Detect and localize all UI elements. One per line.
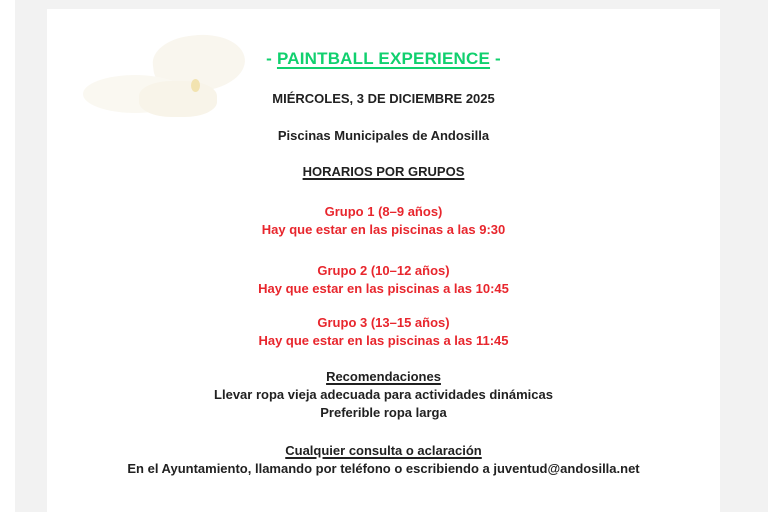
event-date: MIÉRCOLES, 3 DE DICIEMBRE 2025 xyxy=(272,91,495,106)
page-title xyxy=(47,48,720,69)
contact-heading: Cualquier consulta o aclaración xyxy=(285,443,482,458)
contact-line: En el Ayuntamiento, llamando por teléfono o escribiendo a juventud@andosilla.net xyxy=(127,461,640,476)
group-schedule xyxy=(47,262,720,298)
group-instruction: Hay que estar en las piscinas a las 9:30 xyxy=(261,222,506,237)
title-dash-left: - xyxy=(266,49,272,68)
document-page xyxy=(47,9,720,512)
recommendations-heading: Recomendaciones xyxy=(326,369,441,384)
group-schedule xyxy=(47,314,720,350)
group-instruction: Hay que estar en las piscinas a las 11:45 xyxy=(258,333,509,348)
title-dash-right: - xyxy=(495,49,501,68)
group-schedule xyxy=(47,203,720,239)
group-name: Grupo 1 (8–9 años) xyxy=(324,204,443,219)
document-content xyxy=(47,9,720,478)
recommendation-item: Preferible ropa larga xyxy=(320,405,447,420)
title-text: PAINTBALL EXPERIENCE xyxy=(276,49,491,68)
group-instruction: Hay que estar en las piscinas a las 10:45 xyxy=(258,281,509,296)
recommendation-item: Llevar ropa vieja adecuada para actividades dinámicas xyxy=(214,387,553,402)
event-location: Piscinas Municipales de Andosilla xyxy=(277,128,490,143)
group-name: Grupo 2 (10–12 años) xyxy=(317,263,450,278)
group-name: Grupo 3 (13–15 años) xyxy=(317,315,450,330)
schedule-heading: HORARIOS POR GRUPOS xyxy=(302,164,465,179)
